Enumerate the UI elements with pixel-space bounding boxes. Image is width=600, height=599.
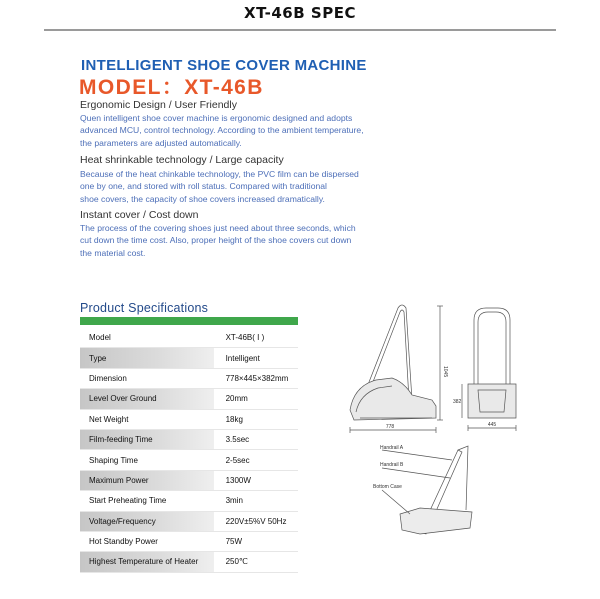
spec-value: 2-5sec <box>214 450 298 470</box>
spec-label: Model <box>80 328 214 348</box>
feature-line: one by one, and stored with roll status. Compared with traditional <box>80 181 327 192</box>
table-row <box>80 328 298 348</box>
feature-heading-heat: Heat shrinkable technology / Large capacity <box>80 154 284 166</box>
spec-section-title: Product Specifications <box>80 301 209 315</box>
dimension-height: 1045 <box>442 366 448 378</box>
table-row <box>80 368 298 388</box>
feature-line: cut down the time cost. Also, proper height of the shoe covers cut down <box>80 235 352 246</box>
table-row <box>80 429 298 449</box>
feature-line: advanced MCU, control technology. According to the ambient temperature, <box>80 125 364 136</box>
spec-value: Intelligent <box>214 348 298 368</box>
table-row <box>80 389 298 409</box>
machine-diagram <box>340 300 525 535</box>
spec-value: 3.5sec <box>214 429 298 449</box>
spec-title-bar <box>80 317 298 325</box>
page-title: XT-46B SPEC <box>244 4 356 22</box>
feature-line: the parameters are adjusted automatically. <box>80 137 242 148</box>
spec-label: Film-feeding Time <box>80 429 214 449</box>
spec-value: 778×445×382mm <box>214 368 298 388</box>
table-row <box>80 409 298 429</box>
spec-label: Type <box>80 348 214 368</box>
spec-value: 250℃ <box>214 552 298 572</box>
part-label-bottom-case: Bottom Case <box>373 484 402 490</box>
feature-line: Quen intelligent shoe cover machine is ergonomic designed and adopts <box>80 113 353 123</box>
spec-value: 20mm <box>214 389 298 409</box>
spec-label: Shaping Time <box>80 450 214 470</box>
feature-heading-ergonomic: Ergonomic Design / User Friendly <box>80 99 237 111</box>
spec-value: 75W <box>214 531 298 551</box>
table-row <box>80 348 298 368</box>
table-row <box>80 531 298 551</box>
exploded-view-drawing <box>382 446 472 534</box>
dimension-length: 778 <box>385 424 395 430</box>
feature-heading-instant: Instant cover / Cost down <box>80 209 199 221</box>
spec-value: 220V±5%V 50Hz <box>214 511 298 531</box>
front-view-drawing <box>462 308 516 431</box>
table-row <box>80 491 298 511</box>
table-row <box>80 470 298 490</box>
table-row <box>80 450 298 470</box>
spec-label: Maximum Power <box>80 470 214 490</box>
spec-label: Voltage/Frequency <box>80 511 214 531</box>
title-divider <box>44 29 556 31</box>
spec-table <box>80 328 298 573</box>
spec-value: 3min <box>214 491 298 511</box>
feature-line: Because of the heat chinkable technology, the PVC film can be dispersed <box>80 169 359 179</box>
table-row <box>80 511 298 531</box>
spec-value: 1300W <box>214 470 298 490</box>
spec-value: XT-46B( I ) <box>214 328 298 348</box>
table-row <box>80 552 298 572</box>
part-label-handrail-a: Handrail A <box>380 445 404 451</box>
model-heading: MODEL：XT-46B <box>79 76 264 99</box>
feature-line: The process of the covering shoes just need about three seconds, which <box>80 223 356 233</box>
side-view-drawing <box>350 305 443 433</box>
product-headline: INTELLIGENT SHOE COVER MACHINE <box>81 57 367 74</box>
feature-text-ergonomic <box>80 112 410 149</box>
feature-text-instant <box>80 222 410 259</box>
feature-line: shoe covers, the capacity of shoe covers increased dramatically. <box>80 193 325 204</box>
spec-label: Net Weight <box>80 409 214 429</box>
part-label-handrail-b: Handrail B <box>380 462 404 468</box>
feature-line: the material cost. <box>80 247 146 258</box>
feature-text-heat <box>80 168 410 205</box>
spec-label: Start Preheating Time <box>80 491 214 511</box>
spec-label: Hot Standby Power <box>80 531 214 551</box>
spec-value: 18kg <box>214 409 298 429</box>
spec-label: Level Over Ground <box>80 389 214 409</box>
spec-label: Highest Temperature of Heater <box>80 552 214 572</box>
spec-label: Dimension <box>80 368 214 388</box>
dimension-depth: 382 <box>453 399 462 405</box>
dimension-width: 445 <box>487 422 497 428</box>
